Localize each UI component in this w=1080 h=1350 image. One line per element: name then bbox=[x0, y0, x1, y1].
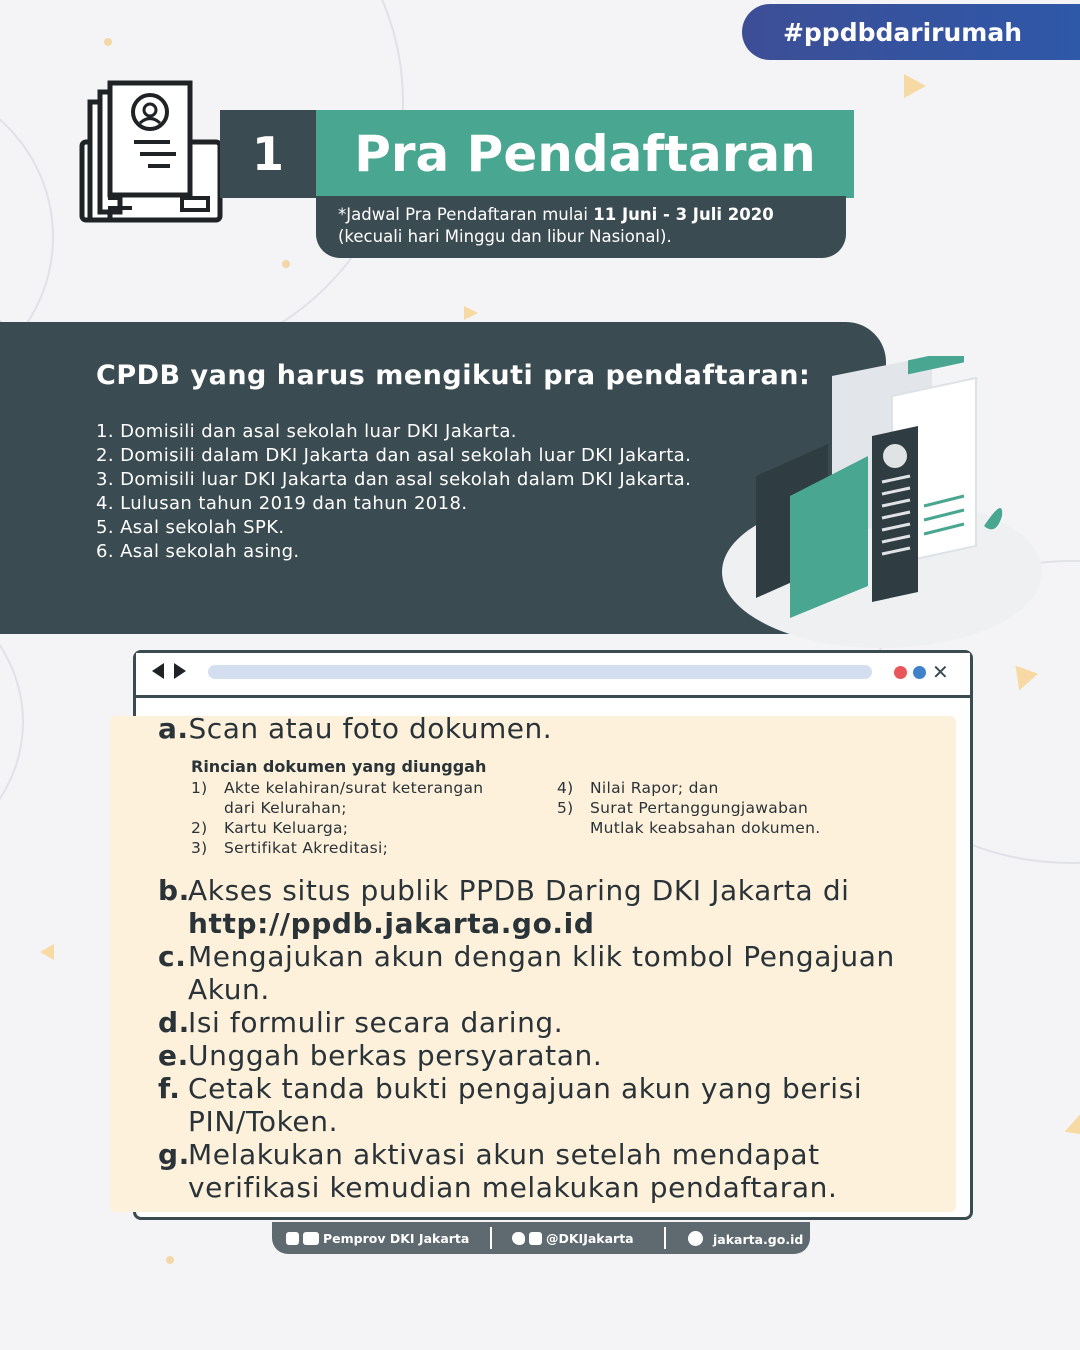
address-bar[interactable] bbox=[208, 665, 872, 679]
window-dot-red bbox=[894, 666, 907, 679]
decor-dot bbox=[104, 38, 112, 46]
document-item: 4) Nilai Rapor; dan bbox=[557, 779, 719, 797]
ppdb-url-link[interactable]: http://ppdb.jakarta.go.id bbox=[188, 907, 595, 940]
decor-dot bbox=[282, 260, 290, 268]
decor-triangle bbox=[40, 944, 54, 960]
footer-divider bbox=[664, 1227, 666, 1249]
document-profile-icon bbox=[78, 80, 223, 224]
step-number: 1 bbox=[220, 110, 316, 198]
globe-icon bbox=[688, 1231, 703, 1246]
page-title: Pra Pendaftaran bbox=[316, 110, 854, 198]
decor-triangle bbox=[904, 74, 926, 98]
forward-arrow-icon[interactable] bbox=[174, 663, 186, 679]
footer-website[interactable]: jakarta.go.id bbox=[688, 1231, 803, 1247]
document-list-title: Rincian dokumen yang diunggah bbox=[191, 757, 487, 776]
document-item: 5) Surat Pertanggungjawaban Mutlak keabsahan dokumen. bbox=[557, 799, 821, 837]
step-d: d. Isi formulir secara daring. bbox=[158, 1006, 564, 1039]
step-c: c. Mengajukan akun dengan klik tombol Pengajuan Akun. bbox=[158, 940, 895, 1006]
cpdb-item: 1. Domisili dan asal sekolah luar DKI Jakarta. bbox=[96, 421, 517, 442]
cpdb-list bbox=[96, 420, 696, 564]
twitter-icon bbox=[512, 1232, 525, 1245]
instagram-icon bbox=[529, 1232, 542, 1245]
decor-dot bbox=[166, 1256, 174, 1264]
step-b: b. Akses situs publik PPDB Daring DKI Jakarta di http://ppdb.jakarta.go.id bbox=[158, 874, 850, 940]
footer-bar bbox=[272, 1222, 810, 1254]
step-a: a.Scan atau foto dokumen. bbox=[158, 712, 553, 745]
cpdb-item: 6. Asal sekolah asing. bbox=[96, 541, 300, 562]
window-dot-blue bbox=[913, 666, 926, 679]
schedule-note bbox=[316, 196, 846, 258]
footer-social-facebook[interactable]: Pemprov DKI Jakarta bbox=[286, 1231, 469, 1246]
schedule-note-line2: (kecuali hari Minggu dan libur Nasional). bbox=[338, 227, 672, 246]
schedule-note-line1: *Jadwal Pra Pendaftaran mulai 11 Juni - 3 Juli 2020 bbox=[338, 205, 774, 224]
decor-triangle bbox=[1061, 1113, 1080, 1143]
youtube-icon bbox=[303, 1232, 319, 1245]
hashtag-badge: #ppdbdarirumah bbox=[742, 4, 1080, 60]
cpdb-item: 2. Domisili dalam DKI Jakarta dan asal sekolah luar DKI Jakarta. bbox=[96, 445, 692, 466]
step-f: f. Cetak tanda bukti pengajuan akun yang berisi PIN/Token. bbox=[158, 1072, 863, 1138]
window-close-icon[interactable]: ✕ bbox=[932, 660, 949, 684]
footer-social-twitter[interactable]: @DKIJakarta bbox=[512, 1231, 634, 1246]
document-item: 3) Sertifikat Akreditasi; bbox=[191, 839, 389, 857]
cpdb-title: CPDB yang harus mengikuti pra pendaftaran: bbox=[96, 360, 811, 391]
facebook-icon bbox=[286, 1232, 299, 1245]
document-item: 1) Akte kelahiran/surat keterangan dari Kelurahan; bbox=[191, 779, 484, 817]
schedule-dates: 11 Juni - 3 Juli 2020 bbox=[593, 205, 774, 224]
decor-triangle bbox=[464, 306, 478, 320]
cpdb-item: 3. Domisili luar DKI Jakarta dan asal sekolah dalam DKI Jakarta. bbox=[96, 469, 692, 490]
resume-folder-illustration bbox=[712, 356, 1052, 656]
cpdb-item: 5. Asal sekolah SPK. bbox=[96, 517, 285, 538]
document-item: 2) Kartu Keluarga; bbox=[191, 819, 349, 837]
cpdb-item: 4. Lulusan tahun 2019 dan tahun 2018. bbox=[96, 493, 468, 514]
footer-divider bbox=[490, 1227, 492, 1249]
step-list bbox=[158, 874, 938, 1204]
step-e: e. Unggah berkas persyaratan. bbox=[158, 1039, 603, 1072]
back-arrow-icon[interactable] bbox=[152, 663, 164, 679]
step-g: g. Melakukan aktivasi akun setelah mendapat verifikasi kemudian melakukan pendaftaran. bbox=[158, 1138, 838, 1204]
